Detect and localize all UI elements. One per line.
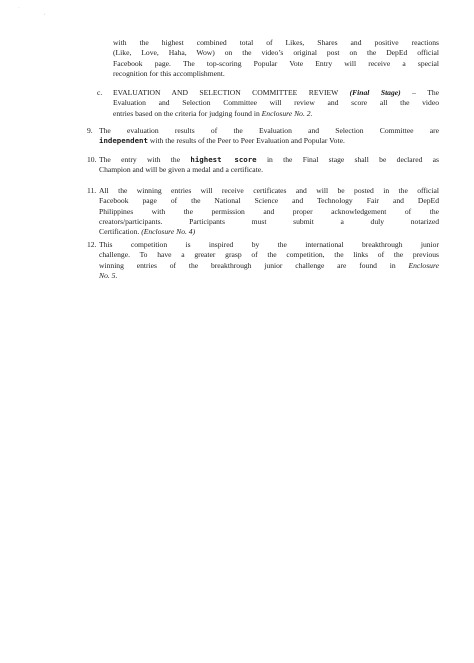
line-text: in the Final stage shall be declared as <box>256 155 439 164</box>
text-line: All the winning entries will receive certificates and will be posted in the official <box>99 186 439 195</box>
text-line: Champion and will be given a medal and a certificate. <box>99 165 264 175</box>
text-line: This competition is inspired by the international breakthrough junior <box>99 240 439 249</box>
item-11-number: 11. <box>87 186 97 195</box>
text-line: creators/participants. Participants must submit a duly notarized <box>99 216 439 226</box>
title-tail: – The <box>400 88 439 97</box>
scan-mark: · <box>18 6 20 11</box>
enclosure-ref: (Enclosure No. 4) <box>141 227 196 237</box>
highest-score-emphasis: highest score <box>190 155 257 164</box>
item-12-number: 12. <box>87 240 97 249</box>
item-c-marker: c. <box>97 88 103 97</box>
text-line: Facebook page. The top-scoring Popular Vote Entry will receive a special <box>113 58 439 68</box>
line-text: Certification. <box>99 227 142 237</box>
item-c-title: EVALUATION AND SELECTION COMMITTEE REVIEW <box>113 88 350 97</box>
item-12-text <box>99 240 439 281</box>
text-line <box>99 227 439 237</box>
item-c-text <box>113 88 439 119</box>
text-line <box>99 155 439 165</box>
item-11-text <box>99 186 439 237</box>
text-line: challenge. To have a greater grasp of the competition, the links of the previous <box>99 250 439 260</box>
line-text: The entry with the <box>99 155 191 164</box>
enclosure-ref: Enclosure <box>408 260 439 270</box>
text-line <box>113 109 439 119</box>
text-line <box>113 88 439 98</box>
item-10-text <box>99 155 439 176</box>
independent-emphasis: independent <box>99 136 148 146</box>
final-stage-label: (Final Stage) <box>349 88 401 97</box>
text-line: Philippines with the permission and proper acknowledgement of the <box>99 206 439 216</box>
text-line: (Like, Love, Haha, Wow) on the video’s original post on the DepEd official <box>113 48 439 58</box>
text-line <box>99 271 439 281</box>
item-9-text <box>99 126 439 147</box>
item-b-continuation <box>113 38 439 79</box>
text-line: Evaluation and Selection Committee will review and score all the video <box>113 98 439 108</box>
enclosure-ref: No. 5. <box>99 270 118 280</box>
line-text: with the results of the Peer to Peer Evaluation and Popular Vote. <box>147 136 345 146</box>
text-line: recognition for this accomplishment. <box>113 68 225 78</box>
line-text: entries based on the criteria for judging found in <box>113 108 262 118</box>
text-line: The evaluation results of the Evaluation and Selection Committee are <box>99 126 439 135</box>
text-line <box>99 136 439 146</box>
item-9-number: 9. <box>87 126 93 135</box>
scan-mark: ‘ <box>44 14 46 19</box>
text-line <box>99 261 439 271</box>
enclosure-ref: Enclosure No. 2. <box>261 108 313 118</box>
text-line: with the highest combined total of Likes, Shares and positive reactions <box>113 38 439 47</box>
text-line: Facebook page of the National Science and Technology Fair and DepEd <box>99 196 439 206</box>
item-10-number: 10. <box>87 155 97 164</box>
line-text: winning entries of the breakthrough junior challenge are found in <box>99 260 409 270</box>
